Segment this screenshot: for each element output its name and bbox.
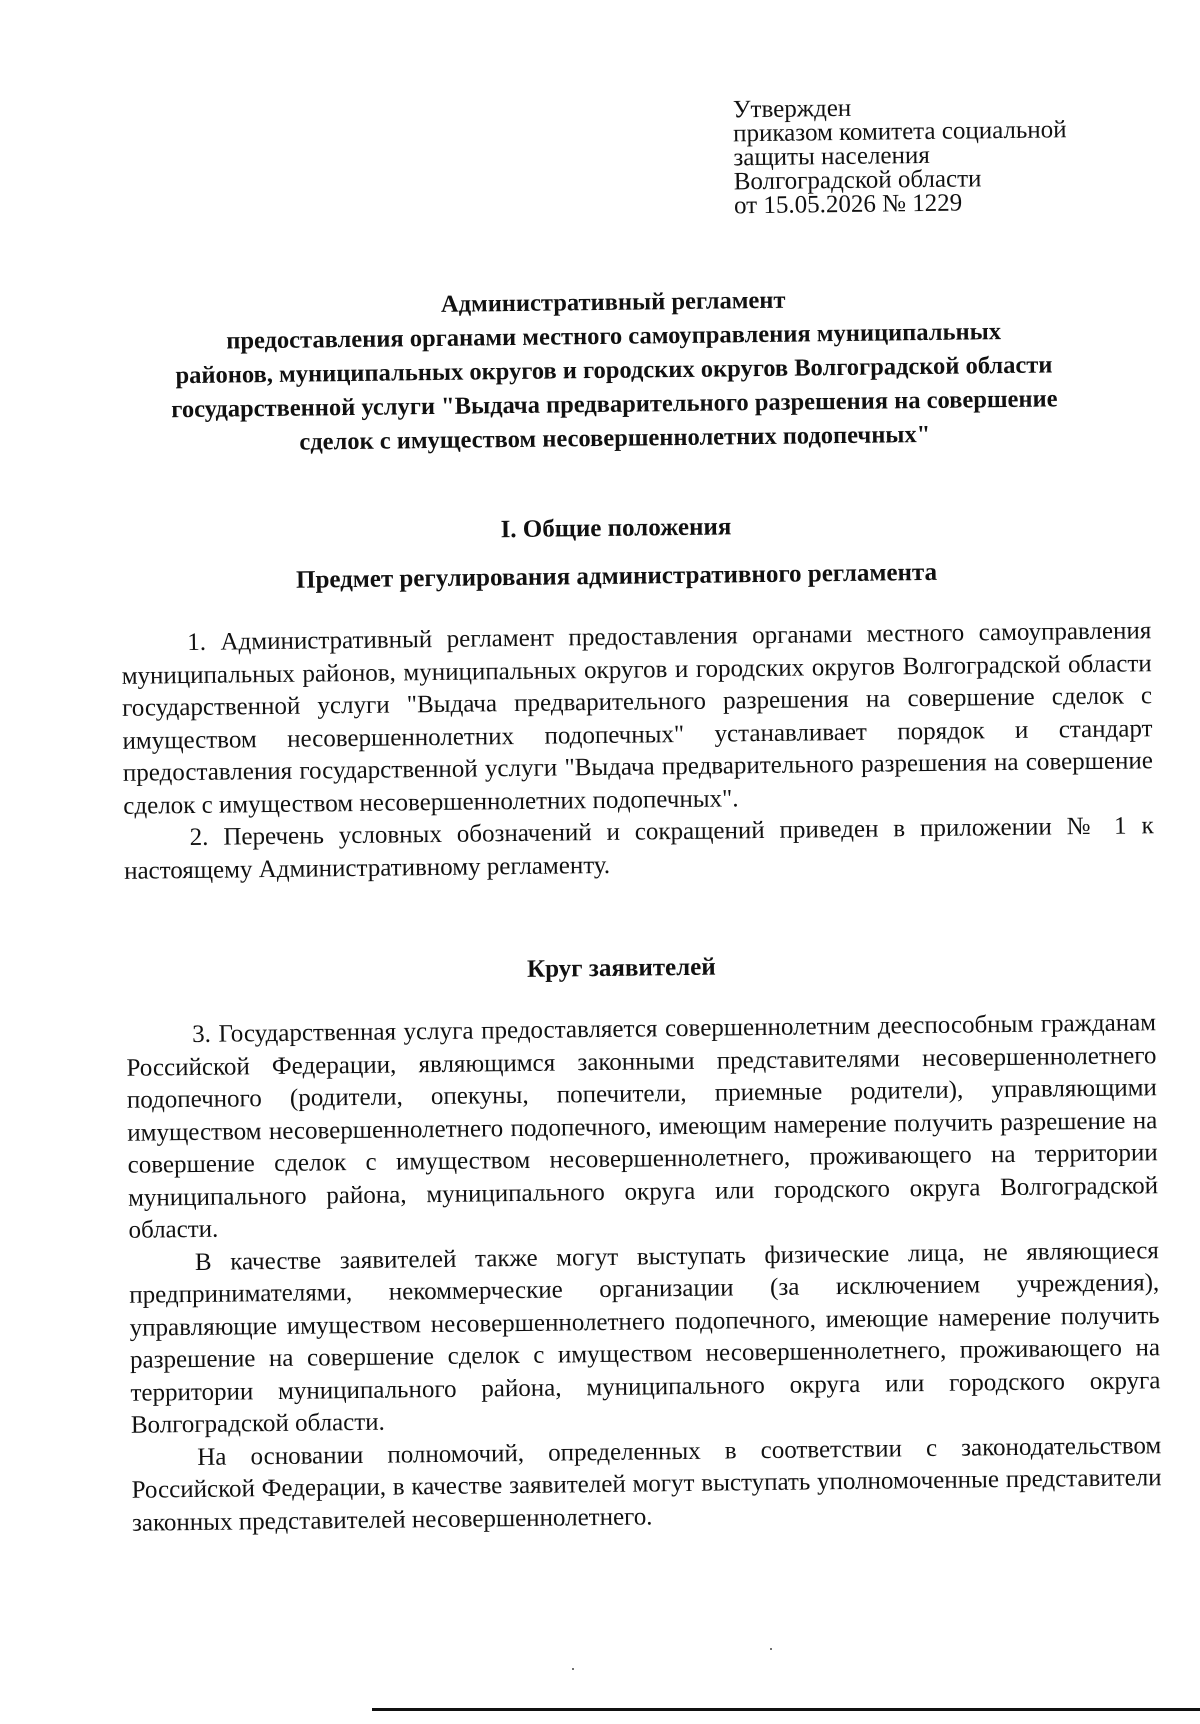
approval-line: от 15.05.2026 № 1229 (733, 189, 963, 220)
section2-body (126, 1007, 1162, 1540)
approval-line: приказом комитета социальной (732, 116, 1067, 148)
approval-line: Утвержден (732, 94, 852, 124)
paragraph: 2. Перечень условных обозначений и сокращений приведен в приложении № 1 к настоящему Административному регламенту. (123, 812, 1154, 885)
paragraph: 1. Административный регламент предоставления органами местного самоуправления муниципальных районов, муниципальных округов и городских округов Волгоградской области государственной услуги "Выдача предварительного разрешения на совершение сделок с имуществом несовершеннолетних подопечных" устанавливает порядок и стандарт предоставления государственной услуги "Выдача предварительного разрешения на совершение сделок с имуществом несовершеннолетних подопечных". (121, 617, 1154, 820)
paragraph: На основании полномочий, определенных в соответствии с законодательством Российской Федерации, в качестве заявителей могут выступать уполномоченные представители законных представителей несовершеннолетнего. (131, 1431, 1162, 1537)
document-title (93, 279, 1135, 462)
paragraph: 3. Государственная услуга предоставляется совершеннолетним дееспособным гражданам Российской Федерации, являющимся законными представителями несовершеннолетнего подопечного (родители, опекуны, попечители, приемные родители), управляющими имуществом несовершеннолетнего подопечного, имеющим намерение получить разрешение на совершение сделок с имуществом несовершеннолетнего, проживающего на территории муниципального района, муниципального округа или городского округа Волгоградской области. (126, 1009, 1159, 1244)
paragraph: В качестве заявителей также могут выступать физические лица, не являющиеся предпринимателями, некоммерческие организации (за исключением учреждения), управляющие имуществом несовершеннолетнего подопечного, имеющие намерение получить разрешение на совершение сделок с имуществом несовершеннолетнего, проживающего на территории муниципального района, муниципального округа или городского округа Волгоградской области. (129, 1236, 1161, 1439)
title-line: предоставления органами местного самоуправления муниципальных (226, 318, 1002, 355)
scan-speck (572, 1668, 574, 1670)
title-line: районов, муниципальных округов и городских округов Волгоградской области (175, 351, 1053, 390)
scan-edge-line (372, 1708, 1200, 1711)
section1-body (121, 615, 1154, 888)
title-line: Административный регламент (440, 286, 786, 318)
section-subheading: Предмет регулирования административного регламента (295, 558, 938, 594)
scan-speck (770, 1648, 772, 1650)
approval-line: защиты населения (733, 141, 930, 172)
title-line: государственной услуги "Выдача предварительного разрешения на совершение (171, 385, 1058, 424)
title-line: сделок с имуществом несовершеннолетних подопечных" (299, 420, 931, 456)
approval-line: Волгоградской области (733, 165, 982, 196)
section-heading: I. Общие положения (500, 513, 732, 544)
section-heading: Круг заявителей (526, 953, 716, 983)
approval-stamp-block (733, 93, 1154, 218)
